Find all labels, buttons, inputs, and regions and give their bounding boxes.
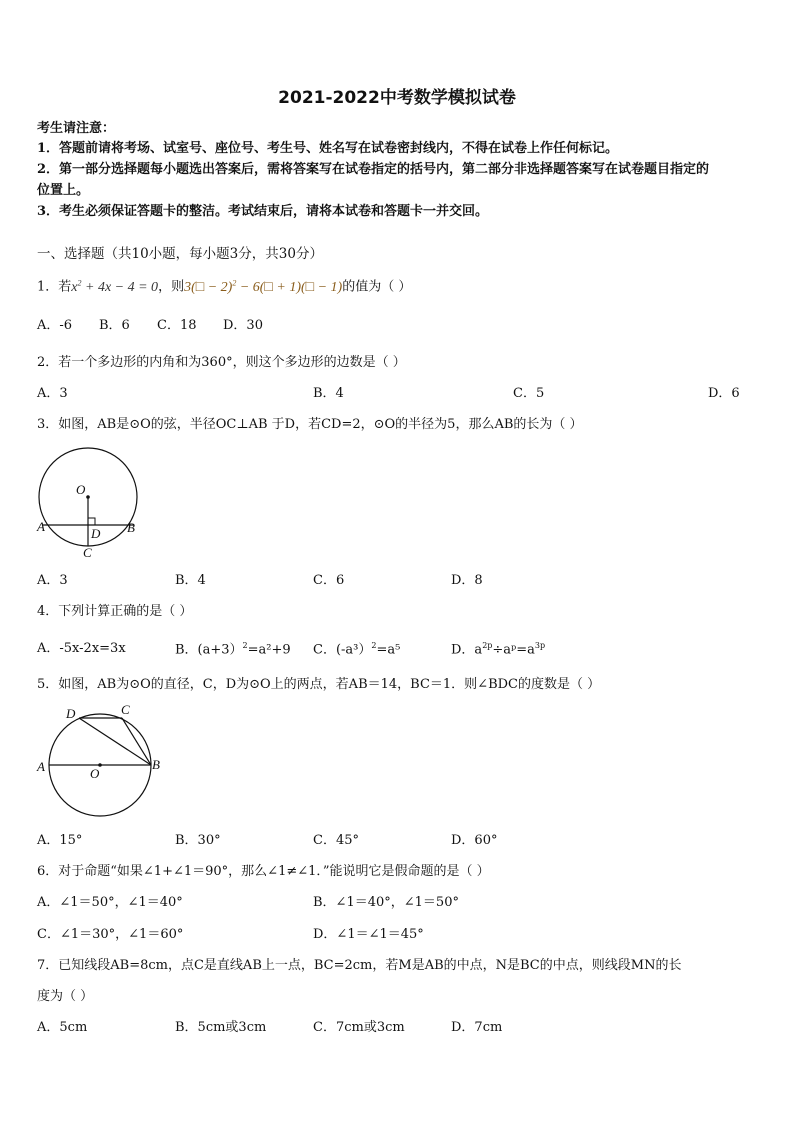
q3-label-a: A [37, 519, 45, 534]
q5-label-o: O [90, 766, 100, 781]
q1-option-a: A．-6 [37, 318, 73, 333]
q7-option-a: A．5cm [37, 1020, 88, 1035]
q5-label-d: D [66, 706, 76, 721]
q4-option-a: A．-5x-2x=3x [37, 641, 126, 656]
q3-option-a: A．3 [37, 573, 68, 588]
q3-option-b: B．4 [175, 573, 206, 588]
q3-label-d: D [91, 526, 101, 541]
question-3: 3．如图，AB是⊙O的弦，半径OC⊥AB 于D，若CD=2，⊙O的半径为5，那么AB的长为（ ） [37, 417, 583, 432]
q1-equation: $x^2 + 4x - 4 = 0$ [71, 278, 159, 295]
q4-option-d: D．$a^{2p}\div aᵖ=a^{3p}$ [451, 641, 546, 658]
q4-option-c: C．(-a³）$^2$=a⁵ [313, 641, 401, 658]
question-7-line-1: 7．已知线段AB=8cm，点C是直线AB上一点，BC=2cm，若M是AB的中点，N是BC的中点，则线段MN的长 [37, 958, 682, 973]
q1-mid: ，则 [158, 279, 185, 295]
q1-expression: 3(□ − 2)$^2$ − 6(□ + 1)(□ − 1) [184, 278, 343, 295]
q2-option-a: A．3 [37, 386, 68, 401]
q1-prefix: 1．若 [37, 279, 72, 295]
q6-option-a: A．∠1＝50°，∠1＝40° [37, 895, 183, 910]
q7-option-b: B．5cm或3cm [175, 1020, 267, 1035]
q3-option-d: D．8 [451, 573, 483, 588]
q2-option-b: B．4 [313, 386, 344, 401]
q2-option-d: D．6 [708, 386, 740, 401]
q1-option-c: C．18 [157, 318, 197, 333]
section-heading: 一、选择题（共10小题，每小题3分，共30分） [37, 246, 323, 262]
question-4: 4．下列计算正确的是（ ） [37, 604, 193, 619]
q3-label-c: C [83, 545, 92, 560]
q7-option-c: C．7cm或3cm [313, 1020, 405, 1035]
q4-option-b: B．(a+3）$^2$=a²+9 [175, 641, 291, 658]
q7-option-d: D．7cm [451, 1020, 503, 1035]
question-5: 5．如图，AB为⊙O的直径，C，D为⊙O上的两点，若AB＝14，BC＝1．则∠BDC的度数是（ ） [37, 677, 601, 692]
q5-label-b: B [152, 757, 160, 772]
q3-label-b: B [127, 520, 135, 535]
question-6: 6．对于命题“如果∠1+∠1＝90°，那么∠1≠∠1．”能说明它是假命题的是（ ） [37, 864, 490, 879]
q5-label-a: A [37, 759, 45, 774]
q3-option-c: C．6 [313, 573, 345, 588]
q1-suffix: 的值为（ ） [342, 279, 412, 295]
page-title: 2021-2022中考数学模拟试卷 [278, 88, 516, 108]
question-2: 2．若一个多边形的内角和为360°，则这个多边形的边数是（ ） [37, 355, 406, 370]
q5-option-a: A．15° [37, 833, 83, 848]
q5-label-c: C [121, 702, 130, 717]
q2-option-c: C．5 [513, 386, 545, 401]
question-1 [37, 278, 411, 296]
q3-circle-figure [34, 444, 142, 562]
notice-line-4: 3．考生必须保证答题卡的整洁。考试结束后，请将本试卷和答题卡一并交回。 [37, 204, 489, 219]
q5-option-c: C．45° [313, 833, 359, 848]
q6-option-c: C．∠1＝30°，∠1＝60° [37, 927, 184, 942]
question-7-line-2: 度为（ ） [37, 989, 94, 1004]
q5-option-d: D．60° [451, 833, 498, 848]
q1-option-b: B．6 [99, 318, 130, 333]
q6-option-b: B．∠1＝40°，∠1＝50° [313, 895, 459, 910]
q3-label-o: O [76, 482, 86, 497]
q5-circle-figure [34, 702, 164, 820]
notice-heading: 考生请注意： [37, 121, 116, 136]
notice-line-2: 2．第一部分选择题每小题选出答案后，需将答案写在试卷指定的括号内，第二部分非选择题答案写在试卷题目指定的 [37, 162, 710, 177]
q6-option-d: D．∠1＝∠1＝45° [313, 927, 424, 942]
notice-line-1: 1．答题前请将考场、试室号、座位号、考生号、姓名写在试卷密封线内，不得在试卷上作任何标记。 [37, 141, 619, 156]
notice-line-3: 位置上。 [37, 183, 90, 198]
q5-option-b: B．30° [175, 833, 221, 848]
q1-option-d: D．30 [223, 318, 263, 333]
